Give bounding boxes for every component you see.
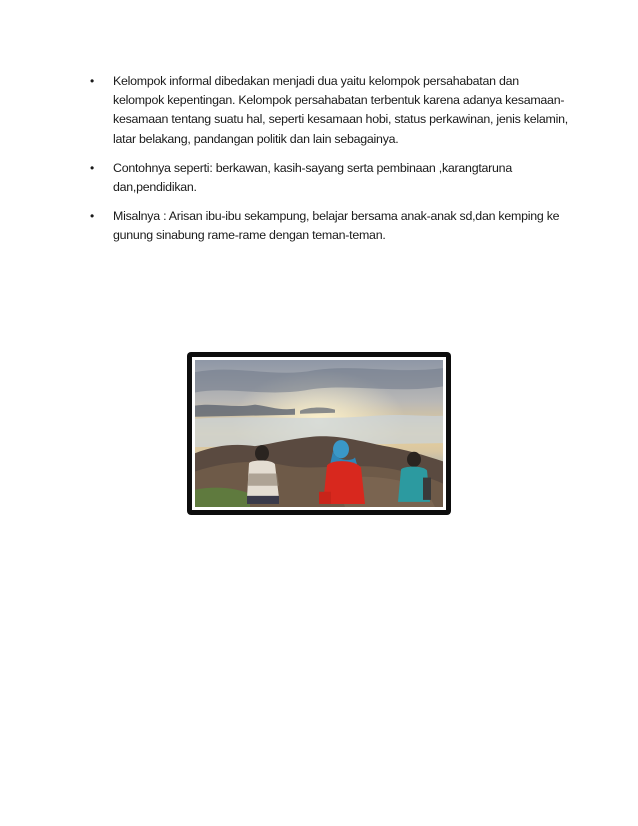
mountain-photo-frame <box>187 352 451 515</box>
bullet-text: Kelompok informal dibedakan menjadi dua yaitu kelompok persahabatan dan kelompok kepentingan. Kelompok persahabatan terbentuk karena adanya kesamaan-kesamaan tentang suatu hal, seperti kesamaan hobi, status perkawinan, jenis kelamin, latar belakang, pandangan politik dan lain sebagainya. <box>113 74 568 146</box>
bullet-text: Misalnya : Arisan ibu-ibu sekampung, belajar bersama anak-anak sd,dan kemping ke gunung sinabung rame-rame dengan teman-teman. <box>113 209 560 243</box>
mountain-sunrise-image <box>195 360 443 507</box>
bullet-item <box>90 207 570 245</box>
bullet-marker: • <box>90 160 94 175</box>
bullet-text: Contohnya seperti: berkawan, kasih-sayang serta pembinaan ,karangtaruna dan,pendidikan. <box>113 160 512 195</box>
bullet-item <box>90 159 570 197</box>
mountain-photo <box>192 357 446 510</box>
bullet-marker: • <box>90 74 94 88</box>
bullet-marker: • <box>90 209 94 224</box>
bullet-item <box>90 72 570 149</box>
bullet-list <box>90 72 570 256</box>
